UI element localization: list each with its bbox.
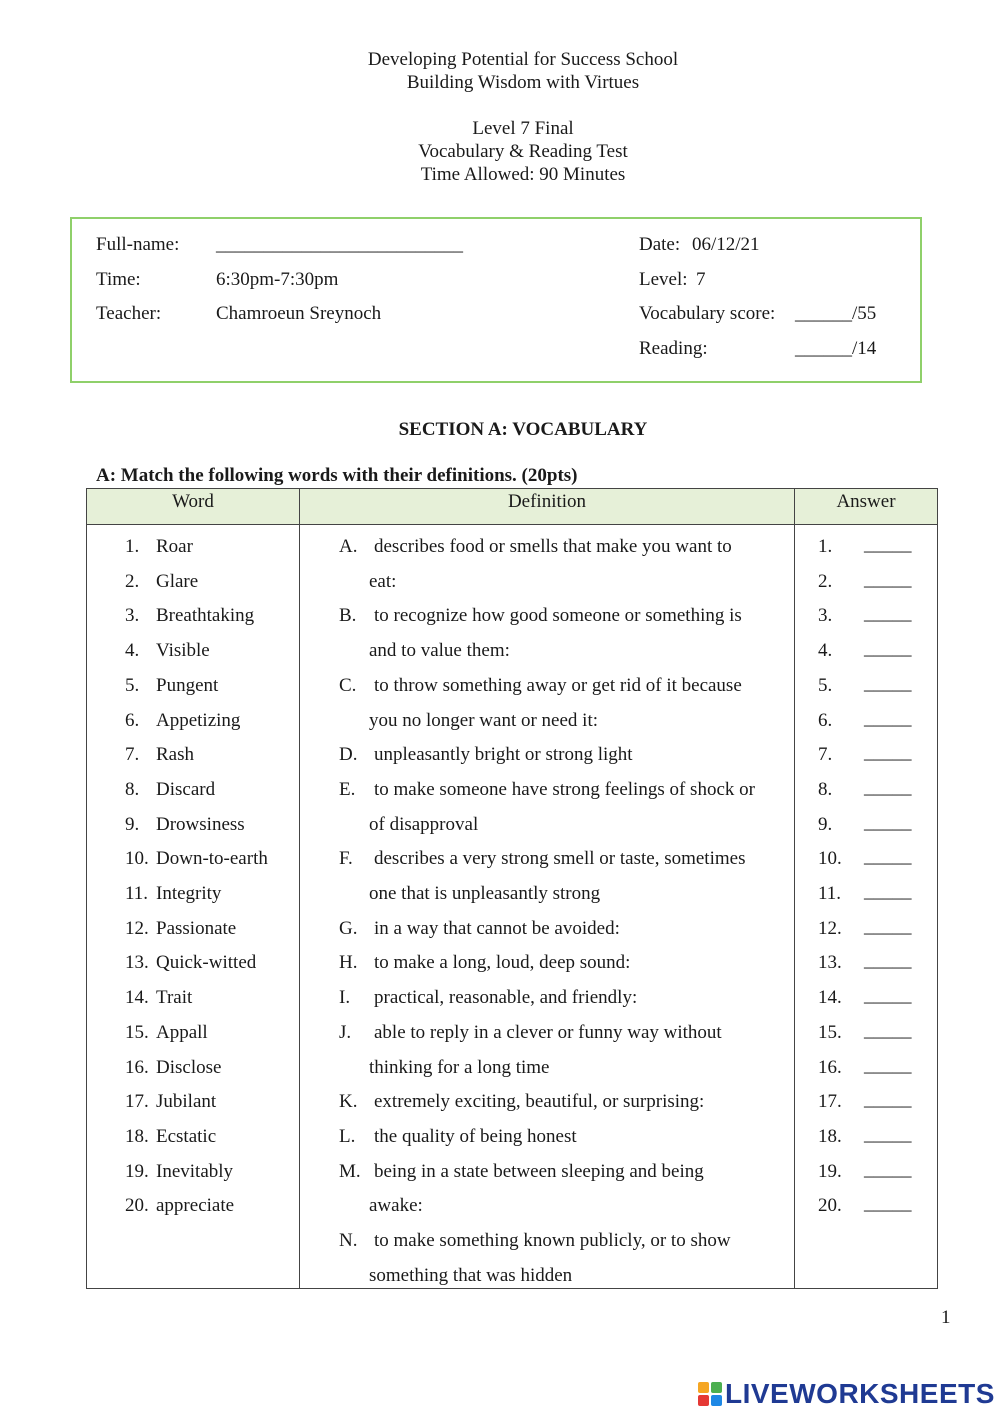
definition-text: in a way that cannot be avoided: <box>374 917 620 939</box>
word-item: Appall <box>156 1021 208 1043</box>
word-item: Jubilant <box>156 1091 217 1113</box>
answer-blank[interactable]: _____ <box>864 881 912 902</box>
answer-number: 13. <box>818 952 842 974</box>
answer-number: 1. <box>818 536 833 557</box>
answer-blank[interactable]: _____ <box>864 568 912 590</box>
word-number: 4. <box>125 640 140 662</box>
definition-text: unpleasantly bright or strong light <box>374 744 633 766</box>
answer-number: 12. <box>818 917 842 939</box>
word-number: 18. <box>125 1125 149 1147</box>
header-word: Word <box>172 491 214 512</box>
answer-blank[interactable]: _____ <box>864 742 912 764</box>
answer-blank[interactable]: _____ <box>864 915 912 937</box>
word-item: Quick-witted <box>156 952 257 974</box>
school-header <box>0 48 1000 94</box>
word-number: 16. <box>125 1056 149 1078</box>
level-label: Level: <box>639 269 688 290</box>
fullname-label: Full-name: <box>96 234 180 255</box>
level-value: 7 <box>696 269 706 290</box>
definition-letter: N. <box>339 1230 358 1251</box>
definition-text: you no longer want or need it: <box>369 709 599 731</box>
page-number: 1 <box>941 1307 951 1328</box>
word-item: Disclose <box>156 1056 222 1078</box>
word-number: 7. <box>125 744 140 766</box>
definition-letter: E. <box>339 778 356 800</box>
vocab-score-field[interactable]: ______/55 <box>795 303 877 324</box>
definition-text: something that was hidden <box>369 1264 573 1286</box>
definition-text: being in a state between sleeping and being <box>374 1160 704 1182</box>
time-allowed: Time Allowed: 90 Minutes <box>420 164 626 185</box>
word-number: 15. <box>125 1021 149 1043</box>
date-label: Date: <box>639 234 681 255</box>
answer-number: 14. <box>818 987 842 1009</box>
word-item: Trait <box>156 987 193 1009</box>
time-label: Time: <box>96 269 141 290</box>
word-item: Passionate <box>156 917 237 939</box>
definition-letter: L. <box>339 1125 356 1147</box>
logo-square <box>698 1395 709 1406</box>
word-item: Roar <box>156 536 193 557</box>
answer-number: 16. <box>818 1056 842 1078</box>
logo-icon <box>698 1382 722 1406</box>
word-number: 17. <box>125 1091 149 1113</box>
definition-text: describes a very strong smell or taste, sometimes <box>374 848 746 870</box>
answer-number: 3. <box>818 605 833 627</box>
answer-number: 8. <box>818 778 833 800</box>
word-number: 5. <box>125 674 140 696</box>
fullname-field[interactable]: __________________________ <box>216 234 463 255</box>
matching-table <box>86 488 938 1289</box>
definition-text: one that is unpleasantly strong <box>369 883 601 904</box>
word-item: appreciate <box>156 1195 235 1217</box>
word-item: Rash <box>156 744 194 766</box>
definition-letter: K. <box>339 1091 358 1113</box>
answer-number: 20. <box>818 1195 842 1217</box>
answer-number: 4. <box>818 640 833 662</box>
logo-square <box>698 1382 709 1393</box>
answer-number: 7. <box>818 744 833 766</box>
word-item: Breathtaking <box>156 605 255 627</box>
answer-blank[interactable]: _____ <box>864 811 912 833</box>
definition-letter: A. <box>339 536 358 557</box>
word-number: 14. <box>125 987 149 1009</box>
school-motto: Building Wisdom with Virtues <box>406 72 640 93</box>
answer-blank[interactable]: _____ <box>864 950 912 972</box>
answer-number: 10. <box>818 848 842 870</box>
answer-blank[interactable]: _____ <box>864 1193 912 1215</box>
definition-text: describes food or smells that make you want to <box>374 536 732 557</box>
answer-number: 15. <box>818 1021 842 1043</box>
answer-blank[interactable]: _____ <box>864 1158 912 1180</box>
vocab-score-label: Vocabulary score: <box>639 303 776 324</box>
answer-number: 18. <box>818 1125 842 1147</box>
word-number: 2. <box>125 570 140 592</box>
date-value: 06/12/21 <box>692 234 760 255</box>
answer-blank[interactable]: _____ <box>864 985 912 1007</box>
time-value: 6:30pm-7:30pm <box>216 269 339 290</box>
definition-letter: C. <box>339 674 357 696</box>
reading-score-label: Reading: <box>639 338 708 359</box>
word-number: 10. <box>125 848 149 870</box>
word-number: 11. <box>125 883 149 904</box>
definition-letter: G. <box>339 917 358 939</box>
word-number: 13. <box>125 952 149 974</box>
answer-number: 19. <box>818 1160 842 1182</box>
answer-number: 2. <box>818 570 833 592</box>
test-header <box>0 117 1000 186</box>
definition-text: to make a long, loud, deep sound: <box>374 952 631 974</box>
definition-letter: M. <box>339 1160 361 1182</box>
word-number: 20. <box>125 1195 149 1217</box>
answer-blank[interactable]: _____ <box>864 1054 912 1076</box>
definition-text: to throw something away or get rid of it because <box>374 674 742 696</box>
teacher-label: Teacher: <box>96 303 162 324</box>
answer-blank[interactable]: _____ <box>864 776 912 798</box>
definition-text: extremely exciting, beautiful, or surprising: <box>374 1091 705 1113</box>
test-level: Level 7 Final <box>472 118 574 139</box>
word-item: Down-to-earth <box>156 848 268 870</box>
definition-text: practical, reasonable, and friendly: <box>374 987 638 1009</box>
answer-blank[interactable]: _____ <box>864 638 912 660</box>
word-item: Pungent <box>156 674 219 696</box>
definition-text: to make something known publicly, or to show <box>374 1230 731 1251</box>
word-item: Drowsiness <box>156 813 245 835</box>
answer-blank[interactable]: _____ <box>864 1019 912 1041</box>
word-number: 9. <box>125 813 140 835</box>
answer-blank[interactable]: _____ <box>864 1089 912 1111</box>
definition-letter: I. <box>339 987 351 1009</box>
instruction: A: Match the following words with their definitions. (20pts) <box>96 465 578 486</box>
answer-blank[interactable]: _____ <box>864 707 912 729</box>
word-item: Appetizing <box>156 709 241 731</box>
word-number: 3. <box>125 605 140 627</box>
answer-blank[interactable]: _____ <box>864 603 912 625</box>
answer-number: 6. <box>818 709 833 731</box>
definition-letter: H. <box>339 952 358 974</box>
word-item: Discard <box>156 778 216 800</box>
definition-text: to make someone have strong feelings of shock or <box>374 778 755 800</box>
definition-letter: J. <box>339 1021 352 1043</box>
student-info-box <box>70 217 922 383</box>
word-number: 1. <box>125 536 140 557</box>
definition-text: thinking for a long time <box>369 1056 550 1078</box>
column-divider <box>299 489 300 1288</box>
word-item: Integrity <box>156 883 222 904</box>
word-number: 12. <box>125 917 149 939</box>
definition-text: of disapproval <box>369 813 479 835</box>
answer-number: 9. <box>818 813 833 835</box>
test-name: Vocabulary & Reading Test <box>418 141 628 162</box>
header-answer: Answer <box>836 491 896 512</box>
word-number: 8. <box>125 778 140 800</box>
answer-number: 17. <box>818 1091 842 1113</box>
answer-number: 11. <box>818 883 842 904</box>
column-divider <box>794 489 795 1288</box>
definition-text: to recognize how good someone or something is <box>374 605 742 627</box>
definition-text: and to value them: <box>369 640 510 662</box>
definition-letter: F. <box>339 848 353 870</box>
definition-text: awake: <box>369 1195 423 1217</box>
logo-square <box>711 1382 722 1393</box>
word-number: 19. <box>125 1160 149 1182</box>
reading-score-field[interactable]: ______/14 <box>795 338 877 359</box>
word-item: Inevitably <box>156 1160 234 1182</box>
answer-blank[interactable]: _____ <box>864 672 912 694</box>
school-name: Developing Potential for Success School <box>367 49 679 70</box>
section-title: SECTION A: VOCABULARY <box>398 419 648 440</box>
teacher-value: Chamroeun Sreynoch <box>216 303 382 324</box>
definition-letter: D. <box>339 744 358 766</box>
word-number: 6. <box>125 709 140 731</box>
definition-letter: B. <box>339 605 357 627</box>
word-item: Glare <box>156 570 199 592</box>
answer-blank[interactable]: _____ <box>864 846 912 868</box>
word-item: Visible <box>156 640 210 662</box>
definition-text: eat: <box>369 570 397 592</box>
answer-blank[interactable]: _____ <box>864 534 912 555</box>
logo-square <box>711 1395 722 1406</box>
definition-text: the quality of being honest <box>374 1125 577 1147</box>
word-item: Ecstatic <box>156 1125 217 1147</box>
answer-blank[interactable]: _____ <box>864 1123 912 1145</box>
logo-text: LIVEWORKSHEETS <box>725 1378 995 1409</box>
definition-text: able to reply in a clever or funny way without <box>374 1021 722 1043</box>
liveworksheets-logo <box>698 1378 995 1410</box>
header-definition: Definition <box>507 491 587 512</box>
answer-number: 5. <box>818 674 833 696</box>
